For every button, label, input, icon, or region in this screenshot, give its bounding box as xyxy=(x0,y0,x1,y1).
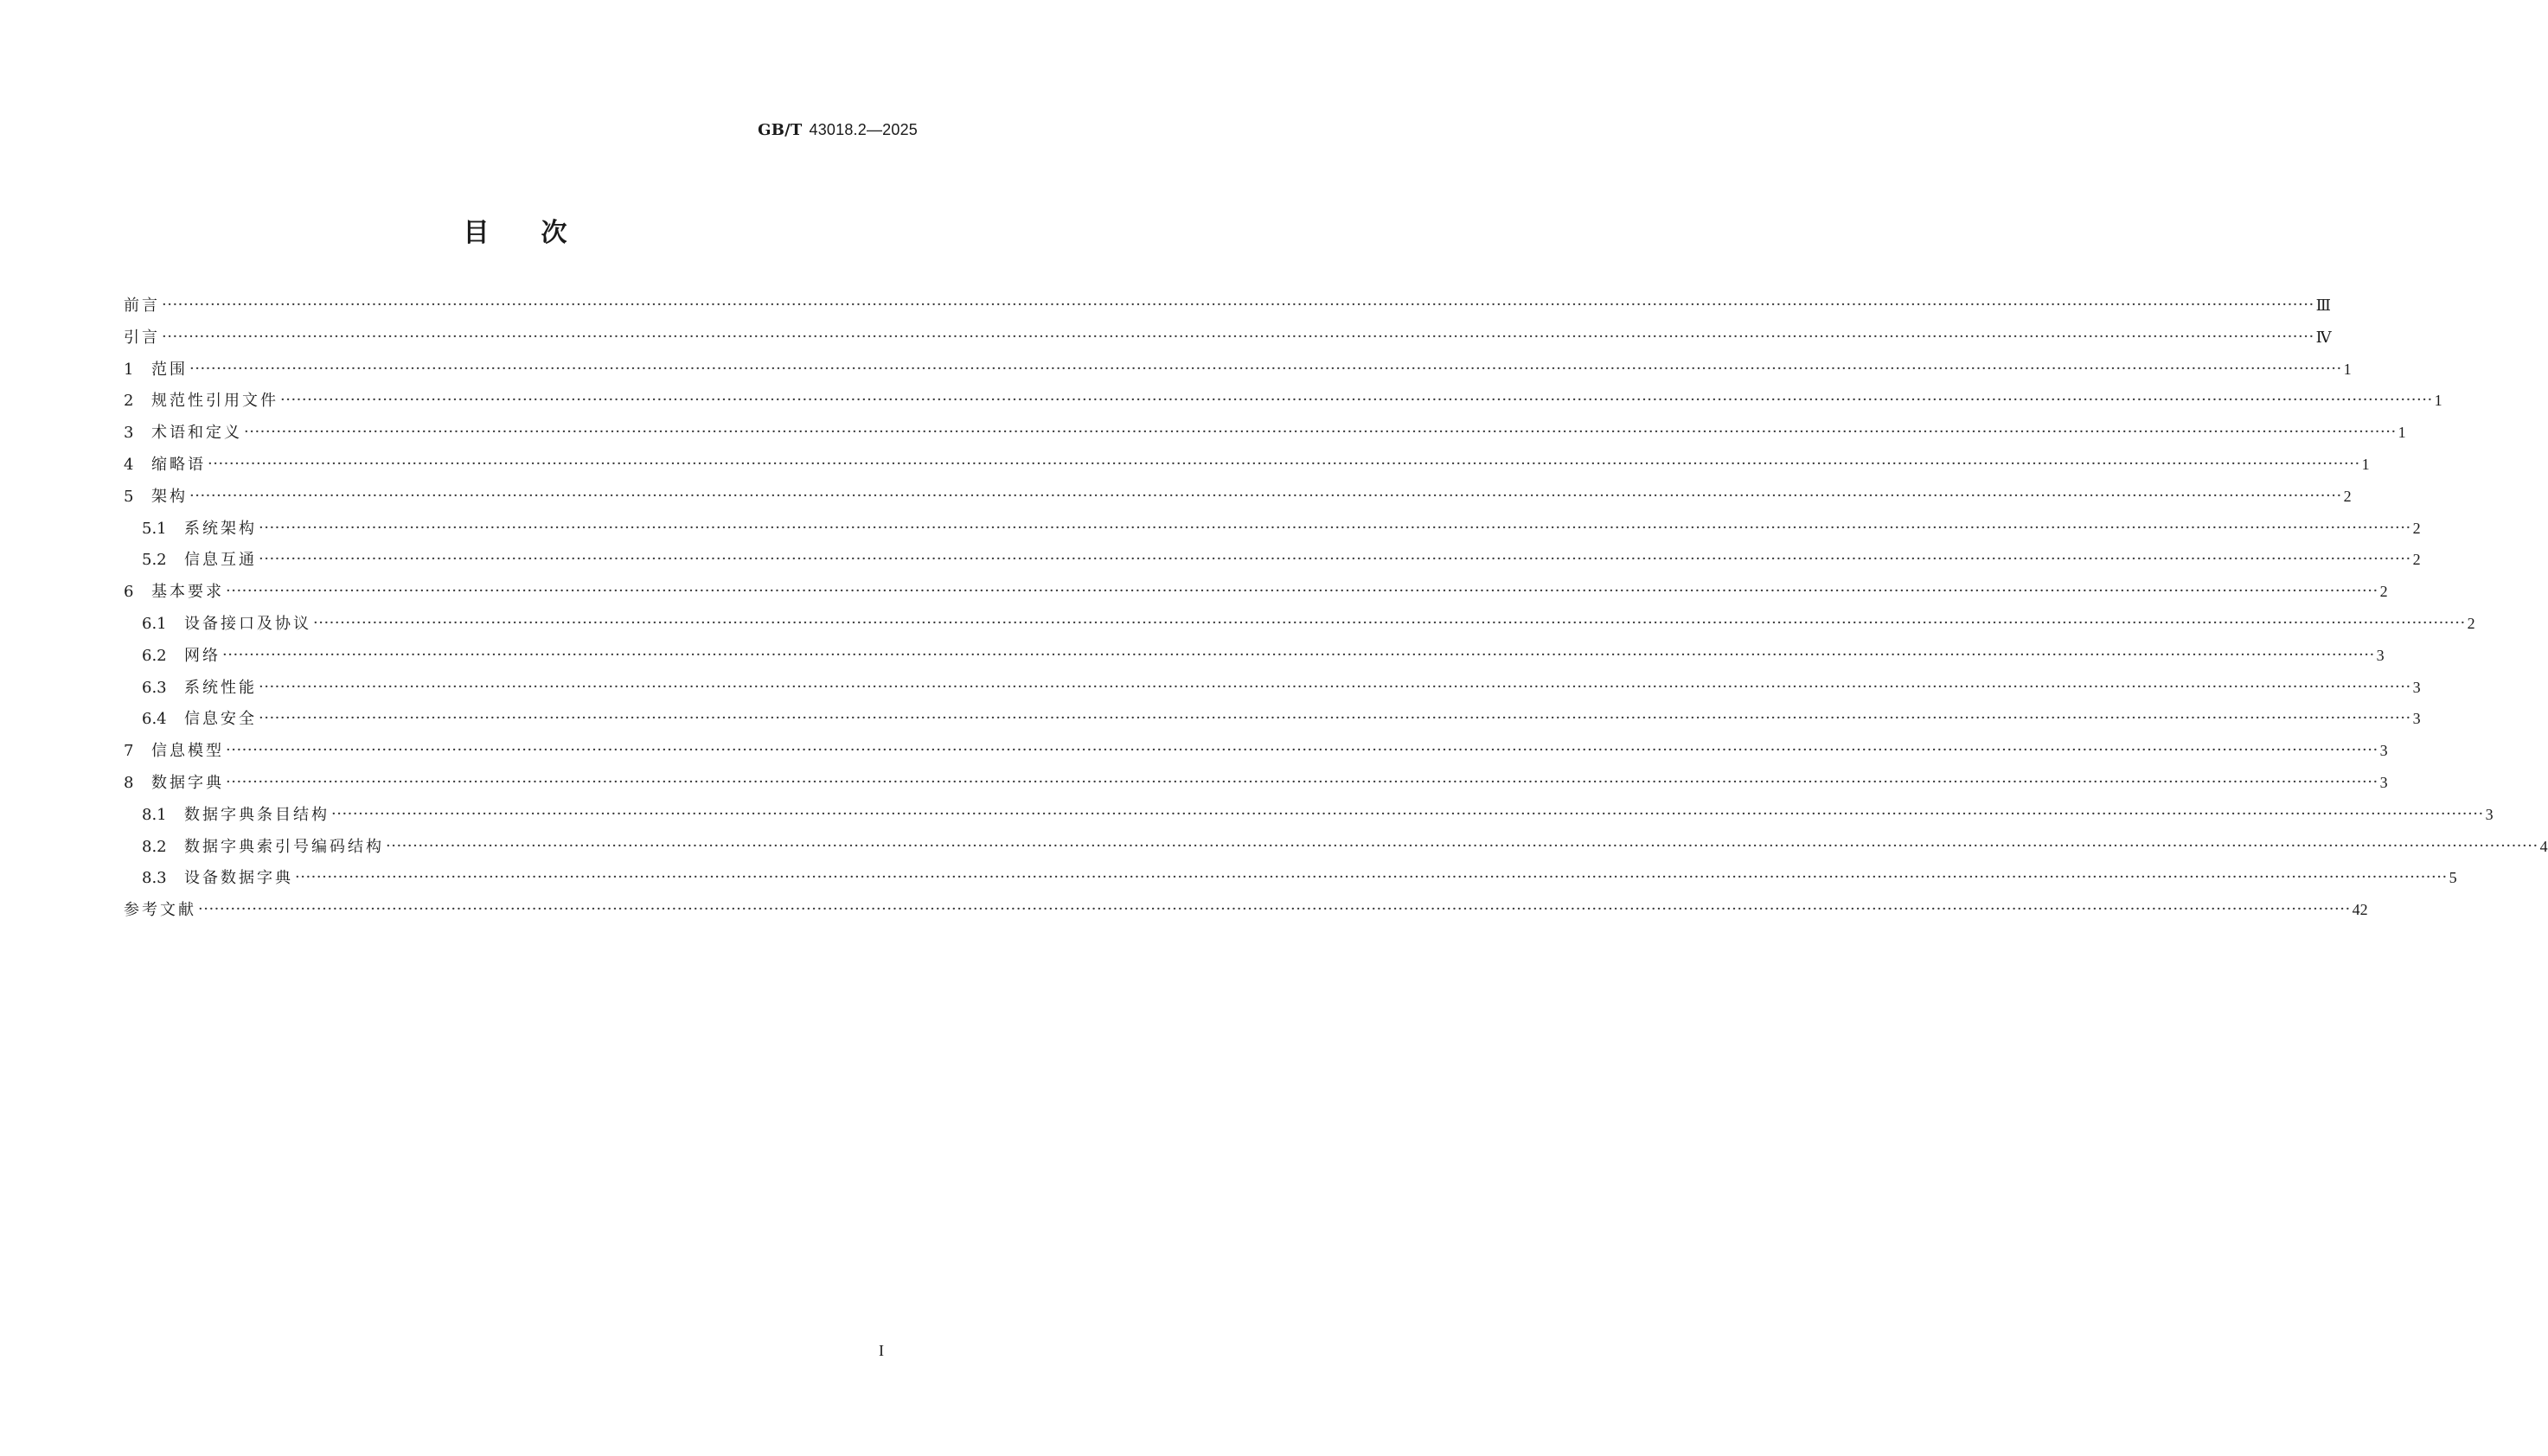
toc-entry[interactable] xyxy=(124,579,2388,611)
toc-entry-number: 6.3 xyxy=(142,678,167,697)
toc-dot-leader: ················································································································································································································································································································································································································ xyxy=(189,486,2342,505)
toc-entry-label: 前言 xyxy=(124,297,160,315)
toc-entry-page: 3 xyxy=(2376,646,2385,664)
toc-entry-page: 2 xyxy=(2412,551,2421,569)
toc-dot-leader: ················································································································································································································································································································································································································ xyxy=(386,836,2538,855)
toc-entry[interactable] xyxy=(124,325,2332,357)
toc-entry[interactable] xyxy=(124,484,2352,516)
standard-code xyxy=(758,121,918,139)
toc-entry[interactable] xyxy=(124,738,2388,770)
toc-entry-number: 4 xyxy=(124,455,134,474)
toc-entry-label: 系统架构 xyxy=(184,519,257,538)
toc-dot-leader: ················································································································································································································································································································································································································ xyxy=(162,327,2314,346)
toc-dot-leader: ················································································································································································································································································································································································································ xyxy=(226,741,2378,760)
toc-entry-page: 42 xyxy=(2352,901,2368,919)
toc-entry[interactable] xyxy=(124,452,2370,484)
toc-entry-page: 4 xyxy=(2539,837,2548,855)
toc-entry-label: 参考文献 xyxy=(124,901,196,920)
toc-entry[interactable] xyxy=(124,611,2475,643)
toc-entry-label: 信息互通 xyxy=(184,551,257,570)
toc-entry-page: 5 xyxy=(2449,869,2457,887)
toc-entry-number: 8.2 xyxy=(142,837,167,856)
toc-entry-page: 2 xyxy=(2379,583,2388,601)
toc-dot-leader: ················································································································································································································································································································································································································ xyxy=(208,454,2360,473)
toc-entry-label: 数据字典 xyxy=(151,773,224,792)
toc-entry[interactable] xyxy=(124,675,2421,707)
toc-entry-page: 2 xyxy=(2467,614,2475,632)
toc-entry[interactable] xyxy=(124,802,2494,834)
toc-entry-page: 3 xyxy=(2379,773,2388,791)
toc-entry-number: 6.2 xyxy=(142,646,167,665)
toc-entry-number: 8 xyxy=(124,773,134,792)
toc-entry-label: 规范性引用文件 xyxy=(151,392,278,411)
toc-dot-leader: ················································································································································································································································································································································································································ xyxy=(259,709,2411,728)
toc-entry[interactable] xyxy=(124,388,2442,420)
toc-dot-leader: ················································································································································································································································································································································································································ xyxy=(226,772,2378,791)
toc-entry-label: 引言 xyxy=(124,328,160,347)
toc-dot-leader: ················································································································································································································································································································································································································ xyxy=(313,613,2466,632)
toc-entry[interactable] xyxy=(124,834,2548,866)
toc-entry-number: 6 xyxy=(124,583,134,602)
toc-entry-page: 2 xyxy=(2343,487,2352,505)
toc-entry[interactable] xyxy=(124,770,2388,802)
table-of-contents xyxy=(124,293,2548,929)
toc-dot-leader: ················································································································································································································································································································································································································ xyxy=(226,582,2378,601)
toc-entry-number: 7 xyxy=(124,742,134,761)
toc-entry-page: 1 xyxy=(2398,424,2406,442)
toc-entry-label: 术语和定义 xyxy=(151,424,242,443)
toc-dot-leader: ················································································································································································································································································································································································································ xyxy=(259,518,2411,537)
toc-entry-page: 3 xyxy=(2379,742,2388,760)
toc-entry[interactable] xyxy=(124,706,2421,738)
toc-entry-label: 范围 xyxy=(151,360,188,379)
toc-entry-number: 5 xyxy=(124,487,134,506)
toc-entry[interactable] xyxy=(124,293,2332,325)
page-number: I xyxy=(879,1342,884,1359)
toc-dot-leader: ················································································································································································································································································································································································································ xyxy=(222,645,2375,664)
toc-dot-leader: ················································································································································································································································································································································································································ xyxy=(259,677,2411,696)
toc-entry-number: 6.1 xyxy=(142,614,167,633)
toc-entry-page: Ⅲ xyxy=(2315,297,2332,314)
toc-entry-page: 3 xyxy=(2412,710,2421,728)
toc-entry-label: 数据字典索引号编码结构 xyxy=(184,837,384,856)
toc-entry-page: 3 xyxy=(2412,678,2421,696)
toc-entry[interactable] xyxy=(124,643,2385,675)
toc-dot-leader: ················································································································································································································································································································································································································ xyxy=(244,423,2397,442)
standard-number: 43018.2—2025 xyxy=(809,121,918,138)
toc-entry-page: 1 xyxy=(2343,360,2352,378)
toc-dot-leader: ················································································································································································································································································································································································································ xyxy=(295,868,2448,887)
toc-entry-label: 缩略语 xyxy=(151,455,206,474)
toc-entry[interactable] xyxy=(124,865,2457,897)
toc-entry-label: 数据字典条目结构 xyxy=(184,805,330,824)
toc-entry[interactable] xyxy=(124,547,2421,579)
toc-entry-number: 6.4 xyxy=(142,710,167,729)
toc-entry-label: 基本要求 xyxy=(151,583,224,602)
toc-entry-number: 3 xyxy=(124,424,134,443)
toc-entry-label: 系统性能 xyxy=(184,678,257,697)
toc-entry-label: 网络 xyxy=(184,646,221,665)
toc-entry-page: 1 xyxy=(2361,455,2370,473)
toc-dot-leader: ················································································································································································································································································································································································································ xyxy=(198,900,2351,919)
toc-entry-page: 1 xyxy=(2434,392,2442,410)
toc-entry-number: 5.1 xyxy=(142,519,167,538)
toc-entry-number: 5.2 xyxy=(142,551,167,570)
toc-dot-leader: ················································································································································································································································································································································································································ xyxy=(331,804,2484,823)
toc-entry-number: 8.3 xyxy=(142,869,167,888)
toc-entry[interactable] xyxy=(124,420,2406,452)
toc-entry[interactable] xyxy=(124,516,2421,548)
toc-dot-leader: ················································································································································································································································································································································································································ xyxy=(189,359,2342,378)
toc-dot-leader: ················································································································································································································································································································································································································ xyxy=(280,391,2433,410)
toc-entry[interactable] xyxy=(124,897,2368,929)
toc-entry-label: 信息模型 xyxy=(151,742,224,761)
page-title: 目次 xyxy=(463,218,619,248)
toc-entry-page: 3 xyxy=(2485,805,2494,823)
toc-entry-label: 设备数据字典 xyxy=(184,869,293,888)
toc-entry-number: 2 xyxy=(124,392,134,411)
toc-entry-number: 8.1 xyxy=(142,805,167,824)
toc-dot-leader: ················································································································································································································································································································································································································ xyxy=(259,550,2411,569)
toc-entry-number: 1 xyxy=(124,360,134,379)
toc-entry-label: 设备接口及协议 xyxy=(184,614,311,633)
standard-prefix: GB/T xyxy=(758,121,803,139)
toc-entry-page: Ⅳ xyxy=(2315,328,2332,346)
toc-dot-leader: ················································································································································································································································································································································································································ xyxy=(162,296,2314,314)
toc-entry[interactable] xyxy=(124,357,2352,389)
toc-entry-label: 架构 xyxy=(151,487,188,506)
toc-entry-label: 信息安全 xyxy=(184,710,257,729)
toc-entry-page: 2 xyxy=(2412,519,2421,537)
